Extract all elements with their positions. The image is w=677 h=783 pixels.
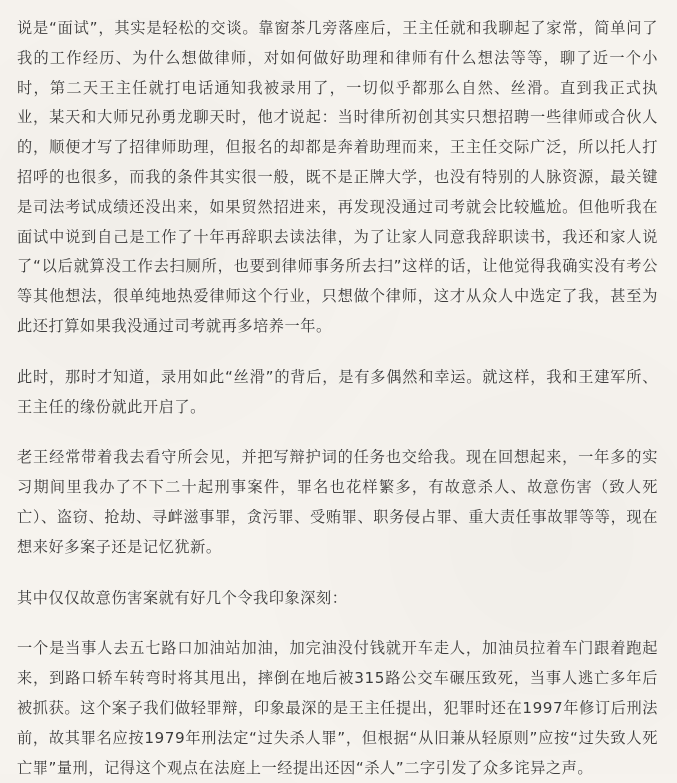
paragraph-intro-cases: 其中仅仅故意伤害案就有好几个令我印象深刻： bbox=[17, 588, 348, 607]
article-body bbox=[17, 14, 658, 783]
paragraph-luck: 此时，那时才知道，录用如此“丝滑”的背后，是有多偶然和幸运。就这样，我和王建军所、王主任的缘份就此开启了。 bbox=[17, 367, 658, 416]
paragraph-case-one: 一个是当事人去五七路口加油站加油，加完油没付钱就开车走人，加油员拉着车门跟着跑起来，到路口轿车转弯时将其甩出，摔倒在地后被315路公交车碾压致死，当事人逃亡多年后被抓获。这个案子我们做轻罪辩，印象最深的是王主任提出，犯罪时还在1997年修订后刑法前，故其罪名应按1979年刑法定“过失杀人罪”，但根据“从旧兼从轻原则”应按“过失致人死亡罪”量刑，记得这个观点在法庭上一经提出还因“杀人”二字引发了众多诧异之声。 bbox=[17, 639, 658, 777]
paragraph-internship: 老王经常带着我去看守所会见，并把写辩护词的任务也交给我。现在回想起来，一年多的实习期间里我办了不下二十起刑事案件，罪名也花样繁多，有故意杀人、故意伤害（致人死亡）、盗窃、抢劫、寻衅滋事罪，贪污罪、受贿罪、职务侵占罪、重大责任事故罪等等，现在想来好多案子还是记忆犹新。 bbox=[17, 448, 658, 556]
paragraph-interview: 说是“面试”，其实是轻松的交谈。靠窗茶几旁落座后，王主任就和我聊起了家常，简单问了我的工作经历、为什么想做律师，对如何做好助理和律师有什么想法等等，聊了近一个小时，第二天王主任就打电话通知我被录用了，一切似乎都那么自然、丝滑。直到我正式执业，某天和大师兄孙勇龙聊天时，他才说起：当时律所初创其实只想招聘一些律师或合伙人的，顺便才写了招律师助理，但报名的却都是奔着助理而来，王主任交际广泛，所以托人打招呼的也很多，而我的条件其实很一般，既不是正牌大学，也没有特别的人脉资源，最关键是司法考试成绩还没出来，如果贸然招进来，再发现没通过司考就会比较尴尬。但他听我在面试中说到自己是工作了十年再辞职去读法律，为了让家人同意我辞职读书，我还和家人说了“以后就算没工作去扫厕所，也要到律师事务所去扫”这样的话，让他觉得我确实没有考公等其他想法，很单纯地热爱律师这个行业，只想做个律师，这才从众人中选定了我，甚至为此还打算如果我没通过司考就再多培养一年。 bbox=[17, 19, 658, 335]
